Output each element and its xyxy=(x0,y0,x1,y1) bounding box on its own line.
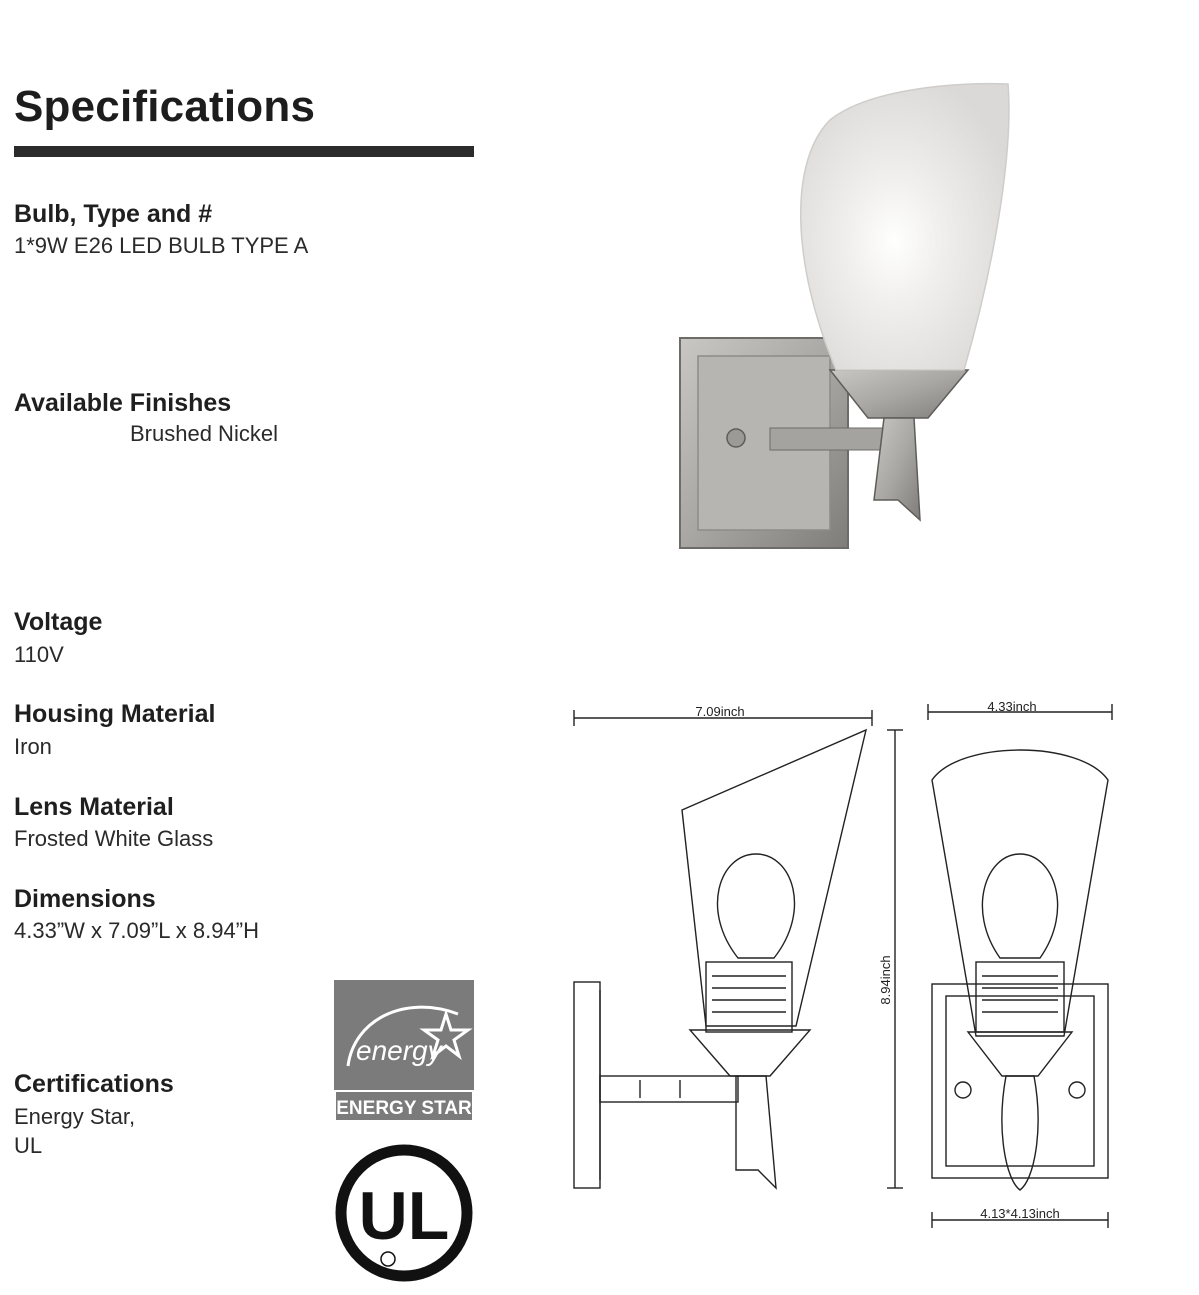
side-width-label: 7.09inch xyxy=(695,704,745,719)
energy-script: energy xyxy=(356,1035,442,1066)
finishes-value: Brushed Nickel xyxy=(130,421,278,446)
front-width-label: 4.33inch xyxy=(987,699,1037,714)
certifications-value-line2: UL xyxy=(14,1133,43,1158)
housing-value: Iron xyxy=(14,734,52,759)
bulb-value: 1*9W E26 LED BULB TYPE A xyxy=(14,233,309,258)
lens-label: Lens Material xyxy=(14,793,174,821)
energy-star-logo xyxy=(334,980,474,1122)
page-title: Specifications xyxy=(14,82,316,131)
dimension-drawing xyxy=(560,690,1120,1230)
bulb-label: Bulb, Type and # xyxy=(14,200,213,228)
height-label: 8.94inch xyxy=(878,955,893,1005)
backplate-label: 4.13*4.13inch xyxy=(980,1206,1060,1221)
lens-value: Frosted White Glass xyxy=(14,826,214,851)
housing-label: Housing Material xyxy=(14,700,216,728)
ul-mark: UL xyxy=(358,1178,450,1254)
finishes-label: Available Finishes xyxy=(14,389,232,417)
dimensions-label: Dimensions xyxy=(14,885,156,913)
certifications-value-line1: Energy Star, xyxy=(14,1104,136,1129)
voltage-value: 110V xyxy=(14,642,64,667)
energy-star-label: ENERGY STAR xyxy=(336,1098,472,1119)
certifications-label: Certifications xyxy=(14,1070,174,1098)
product-photo xyxy=(670,80,1030,560)
dimensions-value: 4.33”W x 7.09”L x 8.94”H xyxy=(14,918,259,943)
ul-logo xyxy=(334,1143,474,1283)
title-rule xyxy=(14,146,474,157)
voltage-label: Voltage xyxy=(14,608,103,636)
